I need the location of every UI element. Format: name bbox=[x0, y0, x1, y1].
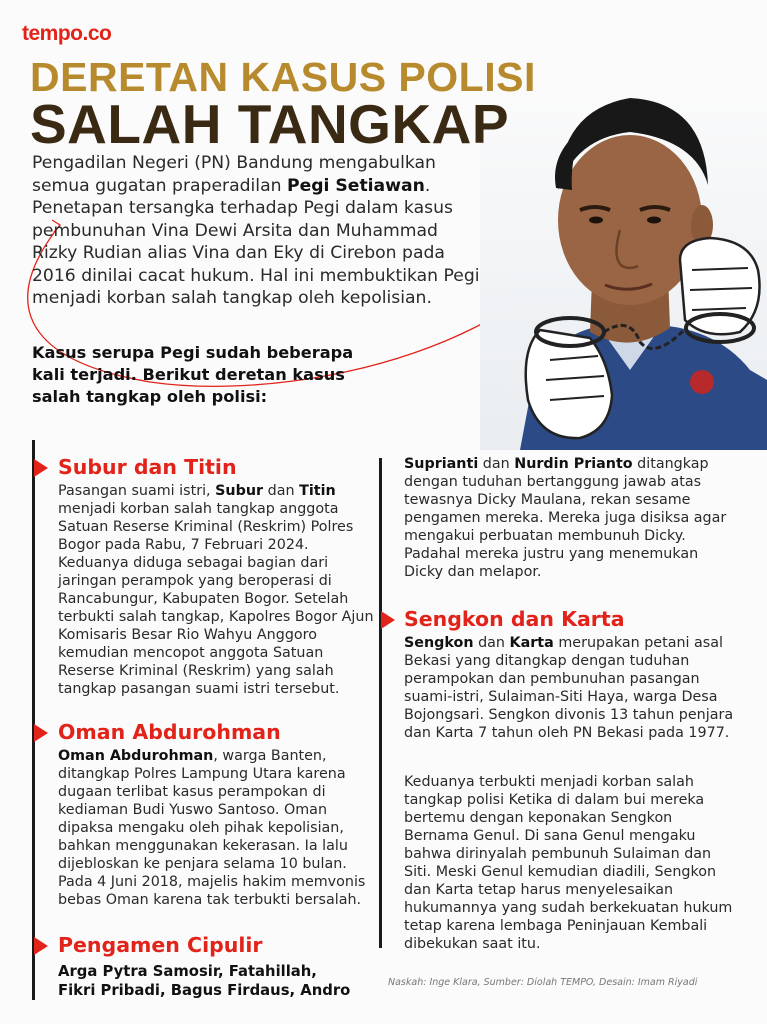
man-in-handcuffs-photo bbox=[480, 70, 767, 450]
case-body-oman: Oman Abdurohman, warga Banten, ditangkap Polres Lampung Utara karena dugaan terlibat kasus perampokan di kediaman Budi Yuswo Santoso. Oman dipaksa mengaku oleh pihak kepolisian, bahkan menggunakan kekerasan. Ia lalu dijebloskan ke penjara selama 10 bulan. Pada 4 Juni 2018, majelis hakim memvonis bebas Oman karena tak terbukti bersalah. bbox=[58, 748, 366, 908]
triangle-pointer-icon bbox=[34, 724, 48, 742]
case-heading-subur: Subur dan Titin bbox=[58, 455, 237, 479]
page-title-line2: SALAH TANGKAP bbox=[30, 93, 510, 155]
case-body-cipulir: Suprianti dan Nurdin Prianto ditangkap dengan tuduhan bertanggung jawab atas tewasnya Dicky Maulana, rekan sesame pengamen mereka. Mereka juga disiksa agar mengakui perbuatan membunuh Dicky. Padahal mereka justru yang menemukan Dicky dan melapor. bbox=[404, 456, 727, 580]
page-title-line1: DERETAN KASUS POLISI bbox=[30, 54, 536, 100]
case-names-cipulir: Arga Pytra Samosir, Fatahillah, Fikri Pribadi, Bagus Firdaus, Andro bbox=[58, 963, 351, 999]
case-body-sengkon-2: Keduanya terbukti menjadi korban salah tangkap polisi Ketika di dalam bui mereka bertemu dengan keponakan Sengkon Bernama Genul. Di sana Genul mengaku bahwa dirinyalah pembunuh Sulaiman dan Siti. Meski Genul kemudian diadili, Sengkon dan Karta tetap harus menyelesaikan hukumannya yang sudah berkekuatan hukum tetap karena lembaga Peninjauan Kembali dibekukan saat itu. bbox=[404, 774, 733, 952]
case-body-subur: Pasangan suami istri, Subur dan Titin menjadi korban salah tangkap anggota Satuan Reserse Kriminal (Reskrim) Polres Bogor pada Rabu, 7 Februari 2024. Keduanya diduga sebagai bagian dari jaringan perampok yang beroperasi di Rancabungur, Kabupaten Bogor. Setelah terbukti salah tangkap, Kapolres Bogor Ajun Komisaris Besar Rio Wahyu Anggoro kemudian mencopot anggota Satuan Reserse Kriminal (Reskrim) yang salah tangkap pasangan suami istri tersebut. bbox=[58, 483, 374, 697]
case-body-sengkon: Sengkon dan Karta merupakan petani asal Bekasi yang ditangkap dengan tuduhan perampokan dan pembunuhan pasangan suami-istri, Sulaiman-Siti Haya, warga Desa Bojongsari. Sengkon divonis 13 tahun penjara dan Karta 7 tahun oleh PN Bekasi pada 1977. bbox=[404, 635, 734, 741]
left-column-divider bbox=[32, 440, 35, 1000]
triangle-pointer-icon bbox=[34, 459, 48, 477]
tempo-logo: tempo.co bbox=[22, 22, 112, 45]
lead-paragraph: Kasus serupa Pegi sudah beberapa kali terjadi. Berikut deretan kasus salah tangkap oleh polisi: bbox=[32, 343, 354, 406]
intro-highlight-name: Pegi Setiawan bbox=[286, 175, 425, 196]
triangle-pointer-icon bbox=[34, 937, 48, 955]
case-heading-oman: Oman Abdurohman bbox=[58, 720, 281, 744]
case-heading-sengkon: Sengkon dan Karta bbox=[404, 607, 625, 631]
credit-line: Naskah: Inge Klara, Sumber: Diolah TEMPO, Desain: Imam Riyadi bbox=[388, 977, 698, 988]
case-heading-cipulir: Pengamen Cipulir bbox=[58, 933, 263, 957]
intro-paragraph: Pengadilan Negeri (PN) Bandung mengabulkan semua gugatan praperadilan Pegi Setiawan. Penetapan tersangka terhadap Pegi dalam kasus pembunuhan Vina Dewi Arsita dan Muhammad Rizky Rudian alias Vina dan Eky di Cirebon pada 2016 dinilai cacat hukum. Hal ini membuktikan Pegi menjadi korban salah tangkap oleh kepolisian. bbox=[32, 153, 480, 308]
triangle-pointer-icon bbox=[381, 611, 395, 629]
